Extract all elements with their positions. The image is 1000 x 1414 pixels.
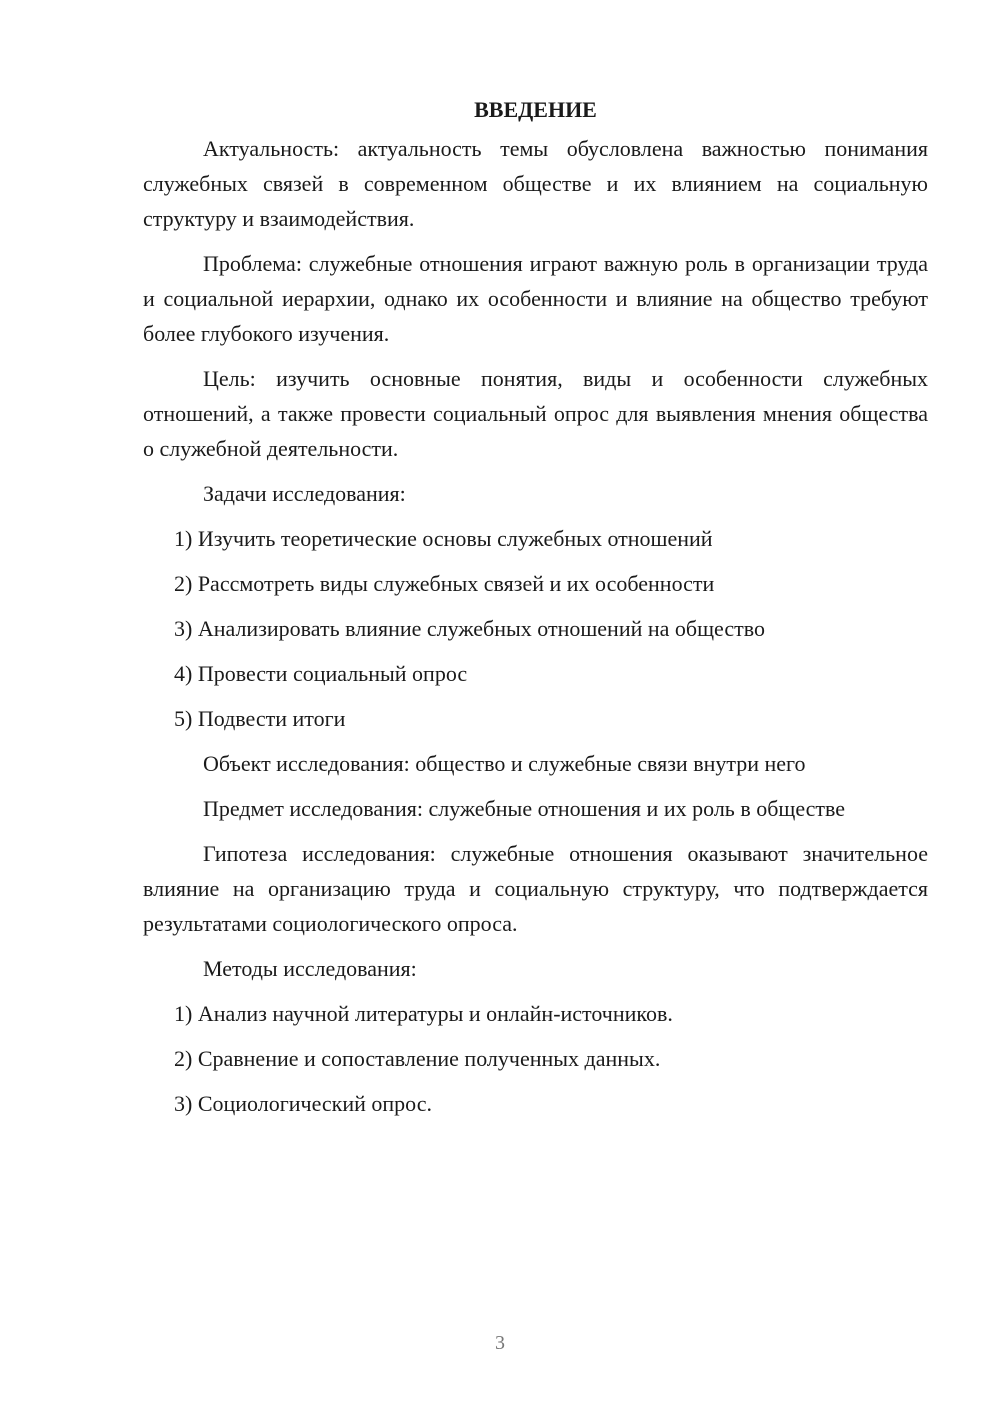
list-item: 3) Социологический опрос. bbox=[174, 1091, 432, 1116]
tasks-title: Задачи исследования: bbox=[203, 481, 406, 506]
list-item: 3) Анализировать влияние служебных отношений на общество bbox=[174, 616, 765, 641]
relevance-paragraph: Актуальность: актуальность темы обусловлена важностью понимания служебных связей в современном обществе и их влиянием на социальную структуру и взаимодействия. bbox=[143, 136, 928, 231]
list-item: 1) Изучить теоретические основы служебных отношений bbox=[174, 526, 713, 551]
methods-list bbox=[143, 996, 928, 1121]
subject-line: Предмет исследования: служебные отношения и их роль в обществе bbox=[203, 796, 846, 821]
list-item: 5) Подвести итоги bbox=[174, 706, 346, 731]
hypothesis-paragraph: Гипотеза исследования: служебные отношения оказывают значительное влияние на организацию труда и социальную структуру, что подтверждается результатами социологического опроса. bbox=[143, 841, 928, 936]
problem-paragraph: Проблема: служебные отношения играют важную роль в организации труда и социальной иерархии, однако их особенности и влияние на общество требуют более глубокого изучения. bbox=[143, 251, 928, 346]
methods-title: Методы исследования: bbox=[203, 956, 417, 981]
list-item: 4) Провести социальный опрос bbox=[174, 661, 468, 686]
page-number: 3 bbox=[495, 1332, 505, 1354]
tasks-list bbox=[143, 521, 928, 736]
goal-paragraph: Цель: изучить основные понятия, виды и особенности служебных отношений, а также провести социальный опрос для выявления мнения общества о служебной деятельности. bbox=[143, 366, 928, 461]
object-line: Объект исследования: общество и служебные связи внутри него bbox=[203, 751, 806, 776]
list-item: 2) Рассмотреть виды служебных связей и их особенности bbox=[174, 571, 715, 596]
list-item: 2) Сравнение и сопоставление полученных данных. bbox=[174, 1046, 661, 1071]
document-page bbox=[143, 92, 928, 1131]
section-heading: ВВЕДЕНИЕ bbox=[474, 97, 597, 122]
list-item: 1) Анализ научной литературы и онлайн-источников. bbox=[174, 1001, 673, 1026]
